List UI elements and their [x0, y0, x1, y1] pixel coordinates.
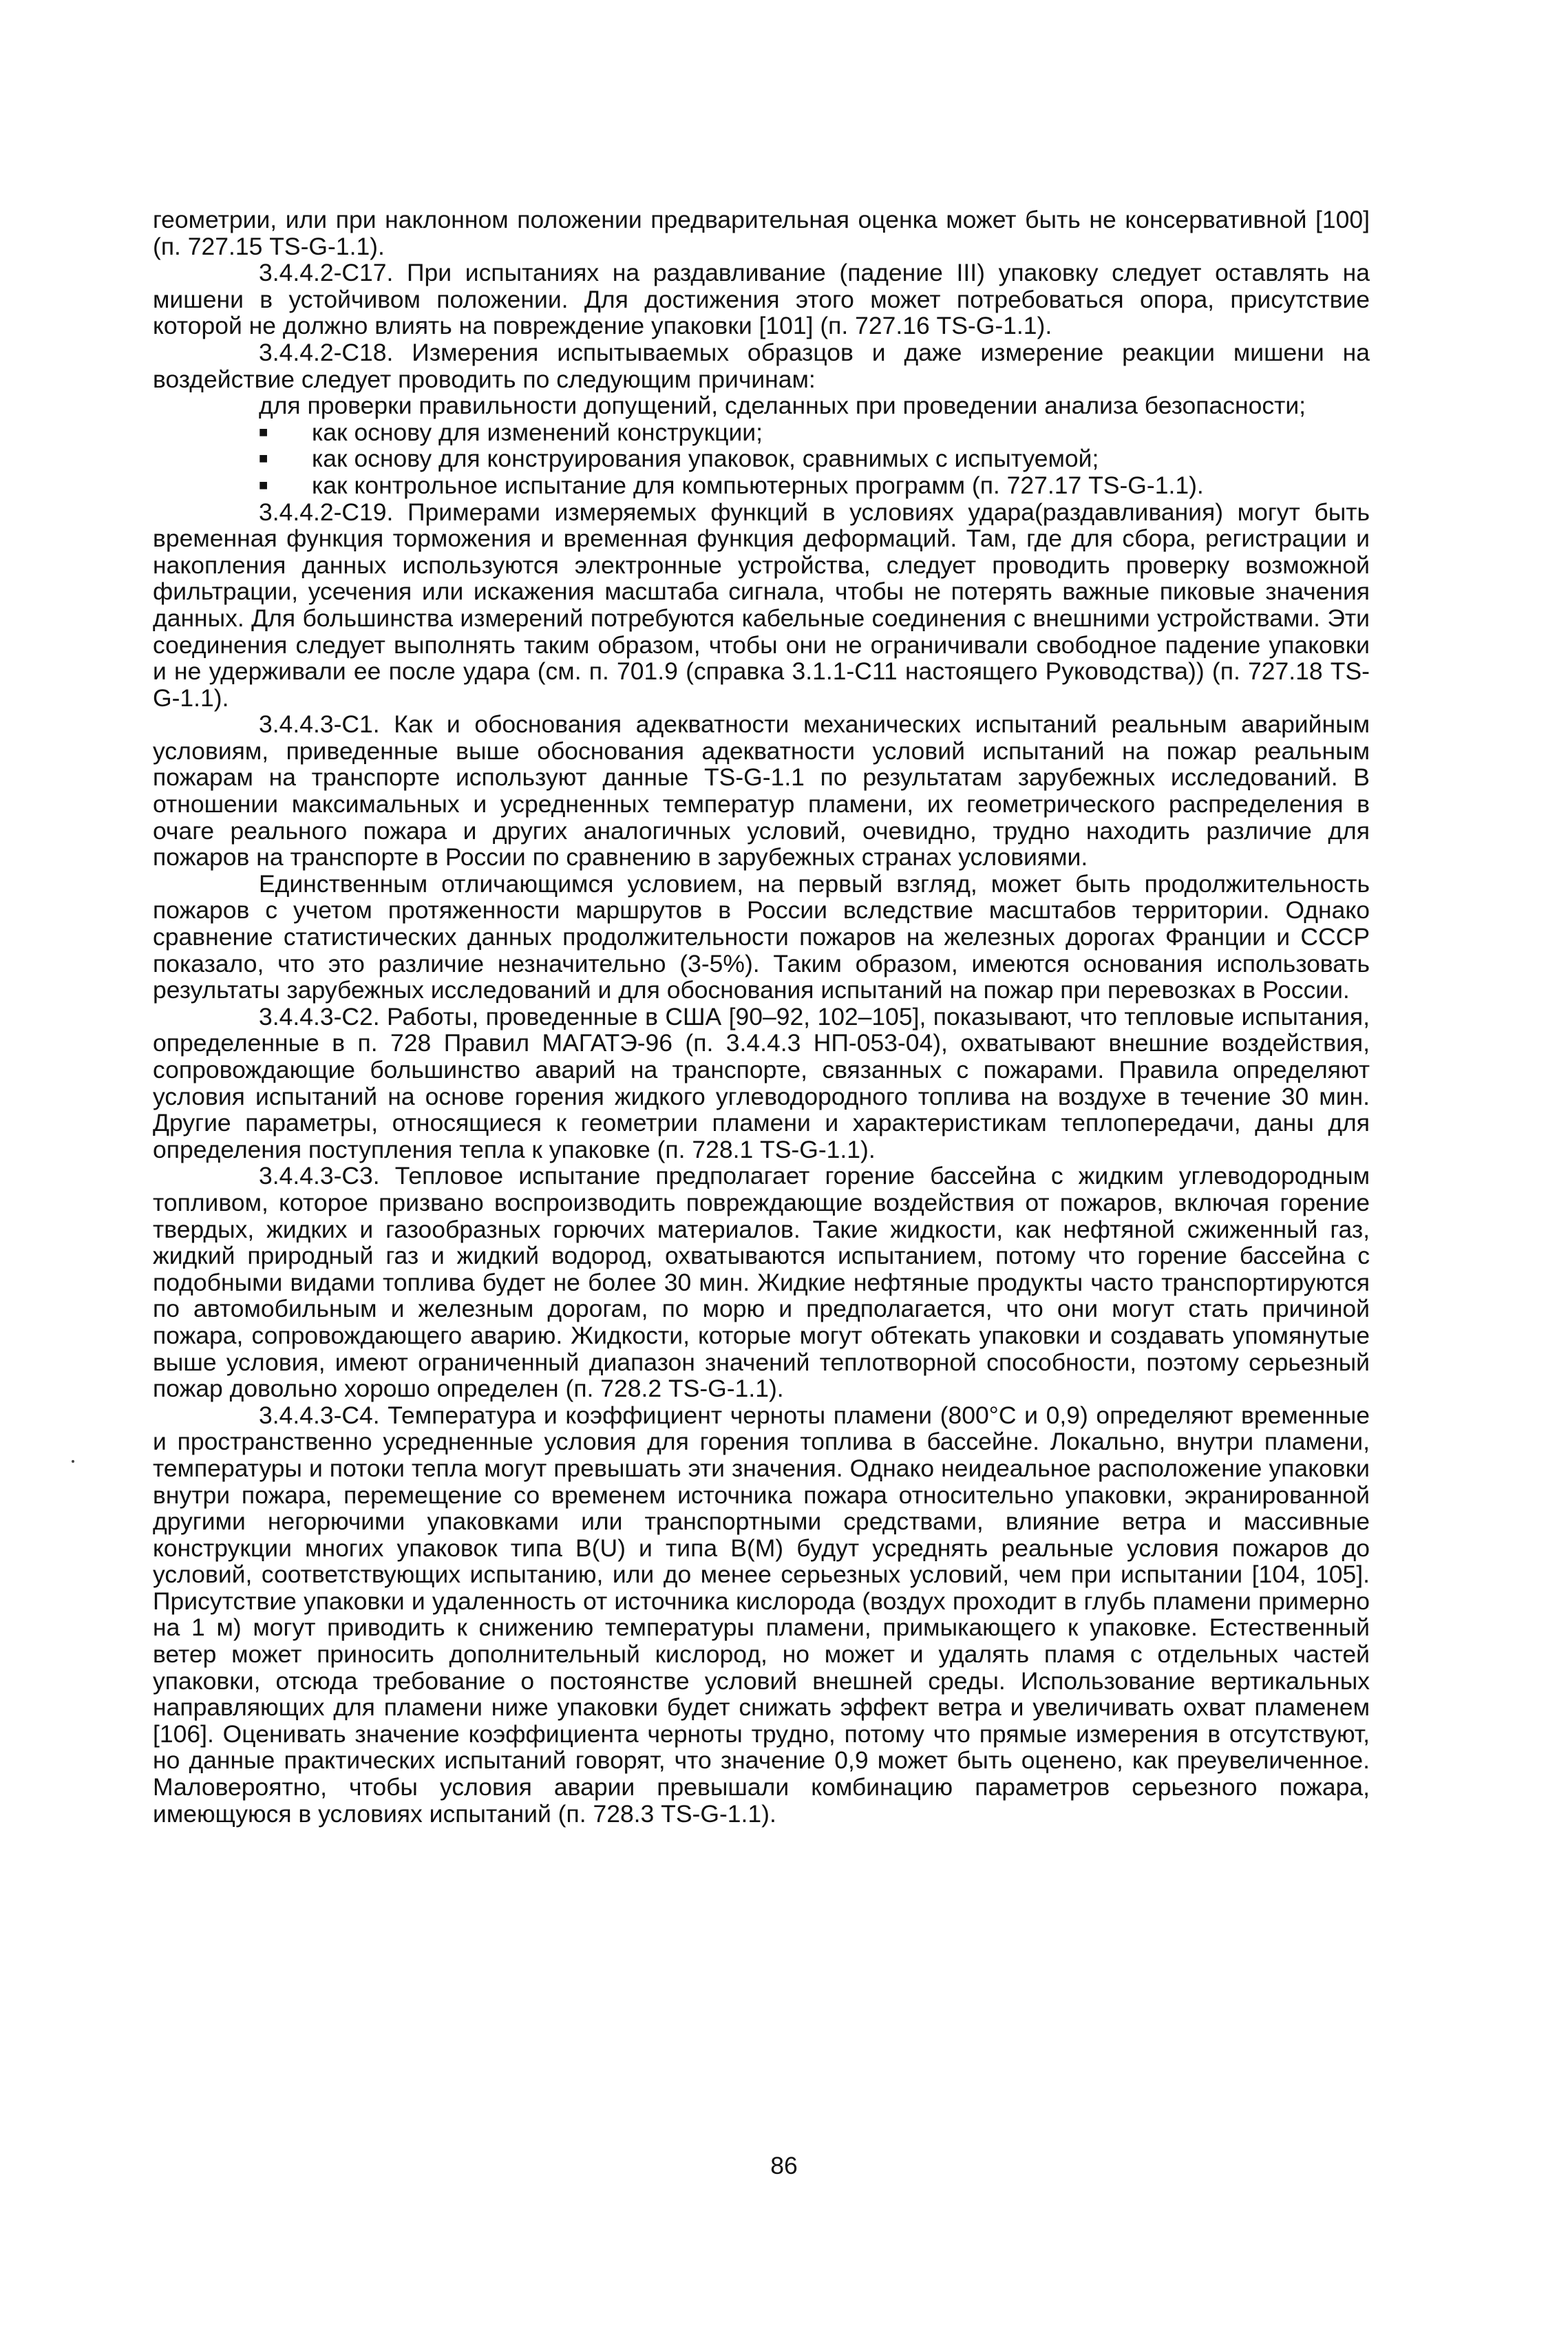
document-body — [153, 207, 1370, 1827]
paragraph-3-4-4-2-c19: 3.4.4.2-С19. Примерами измеряемых функций в условиях удара(раздавливания) могут быть временная функция торможения и временная функция деформаций. Там, где для сбора, регистрации и накопления данных используются электронные устройства, следует проводить проверку возможной фильтрации, усечения или искажения масштаба сигнала, чтобы не потерять важные пиковые значения данных. Для большинства измерений потребуются кабельные соединения с внешними устройствами. Эти соединения следует выполнять таким образом, чтобы они не ограничивали свободное падение упаковки и не удерживали ее после удара (см. п. 701.9 (справка 3.1.1-С11 настоящего Руководства)) (п. 727.18 TS-G-1.1). — [153, 498, 1370, 712]
list-item — [153, 419, 1370, 446]
scan-speck — [72, 1460, 74, 1463]
bullet-icon: ■ — [259, 476, 268, 494]
paragraph-3-4-4-3-c2: 3.4.4.3-С2. Работы, проведенные в США [90–92, 102–105], показывают, что тепловые испытания, определенные в п. 728 Правил МАГАТЭ-96 (п. 3.4.4.3 НП-053-04), охватывают внешние воздействия, сопровождающие большинство аварий на транспорте, связанных с пожарами. Правила определяют условия испытаний на основе горения жидкого углеводородного топлива на воздухе в течение 30 мин. Другие параметры, относящиеся к геометрии пламени и характеристикам теплопередачи, даны для определения поступления тепла к упаковке (п. 728.1 TS-G-1.1). — [153, 1002, 1370, 1163]
paragraph-3-4-4-2-c18: 3.4.4.2-С18. Измерения испытываемых образцов и даже измерение реакции мишени на воздействие следует проводить по следующим причинам: — [153, 338, 1370, 393]
list-item-text: как основу для конструирования упаковок, сравнимых с испытуемой; — [312, 445, 1099, 473]
paragraph-list-intro: для проверки правильности допущений, сделанных при проведении анализа безопасности; — [259, 392, 1306, 420]
list-item — [153, 445, 1370, 472]
bullet-icon: ■ — [259, 450, 268, 467]
reasons-list — [153, 419, 1370, 499]
paragraph-fire-duration: Единственным отличающимся условием, на первый взгляд, может быть продолжительность пожаров с учетом протяженности маршрутов в России вследствие масштабов территории. Однако сравнение статистических данных продолжительности пожаров на железных дорогах Франции и СССР показало, что это различие незначительно (3-5%). Таким образом, имеются основания использовать результаты зарубежных исследований и для обоснования испытаний на пожар при перевозках в России. — [153, 869, 1370, 1004]
paragraph-3-4-4-3-c1: 3.4.4.3-С1. Как и обоснования адекватности механических испытаний реальным аварийным условиям, приведенные выше обоснования адекватности условий испытаний на пожар реальным пожарам на транспорте используют данные TS-G-1.1 по результатам зарубежных исследований. В отношении максимальных и усредненных температур пламени, их геометрического распределения в очаге реального пожара и других аналогичных условий, очевидно, трудно находить различие для пожаров на транспорте в России по сравнению в зарубежных странах условиями. — [153, 710, 1370, 871]
list-item-text: как контрольное испытание для компьютерных программ (п. 727.17 TS-G-1.1). — [312, 471, 1204, 499]
paragraph-3-4-4-2-c17: 3.4.4.2-С17. При испытаниях на раздавливание (падение III) упаковку следует оставлять на мишени в устойчивом положении. Для достижения этого может потребоваться опора, присутствие которой не должно влиять на повреждение упаковки [101] (п. 727.16 TS-G-1.1). — [153, 259, 1370, 340]
list-item-text: как основу для изменений конструкции; — [312, 418, 763, 446]
paragraph-continuation: геометрии, или при наклонном положении предварительная оценка может быть не консервативной [100] (п. 727.15 TS-G-1.1). — [153, 206, 1370, 260]
paragraph-3-4-4-3-c3: 3.4.4.3-С3. Тепловое испытание предполагает горение бассейна с жидким углеводородным топливом, которое призвано воспроизводить повреждающие воздействия от пожаров, включая горение твердых, жидких и газообразных горючих материалов. Такие жидкости, как нефтяной сжиженный газ, жидкий природный газ и жидкий водород, охватываются испытанием, потому что горение бассейна с подобными видами топлива будет не более 30 мин. Жидкие нефтяные продукты часто транспортируются по автомобильным и железным дорогам, по морю и предполагается, что они могут стать причиной пожара, сопровождающего аварию. Жидкости, которые могут обтекать упаковки и создавать упомянутые выше условия, имеют ограниченный диапазон значений теплотворной способности, поэтому серьезный пожар довольно хорошо определен (п. 728.2 TS-G-1.1). — [153, 1162, 1370, 1403]
bullet-icon: ■ — [259, 423, 268, 441]
paragraph-3-4-4-3-c4: 3.4.4.3-С4. Температура и коэффициент черноты пламени (800°С и 0,9) определяют временные и пространственно усредненные условия для горения топлива в бассейне. Локально, внутри пламени, температуры и потоки тепла могут превышать эти значения. Однако неидеальное расположение упаковки внутри пожара, перемещение со временем источника пожара относительно упаковки, экранированной другими негорючими упаковками или транспортными средствами, влияние ветра и массивные конструкции многих упаковок типа В(U) и типа В(М) будут усреднять реальные условия пожаров до условий, соответствующих испытанию, или до менее серьезных условий, чем при испытании [104, 105]. Присутствие упаковки и удаленность от источника кислорода (воздух проходит в глубь пламени примерно на 1 м) могут приводить к снижению температуры пламени, примыкающего к упаковке. Естественный ветер может приносить дополнительный кислород, но может и удалять пламя с отдельных частей упаковки, отсюда требование о постоянстве условий внешней среды. Использование вертикальных направляющих для пламени ниже упаковки будет снижать эффект ветра и увеличивать охват пламенем [106]. Оценивать значение коэффициента черноты трудно, потому что прямые измерения в отсутствуют, но данные практических испытаний говорят, что значение 0,9 может быть оценено, как преувеличенное. Маловероятно, чтобы условия аварии превышали комбинацию параметров серьезного пожара, имеющуюся в условиях испытаний (п. 728.3 TS-G-1.1). — [153, 1401, 1370, 1828]
page-number: 86 — [770, 2152, 798, 2179]
list-item — [153, 472, 1370, 499]
